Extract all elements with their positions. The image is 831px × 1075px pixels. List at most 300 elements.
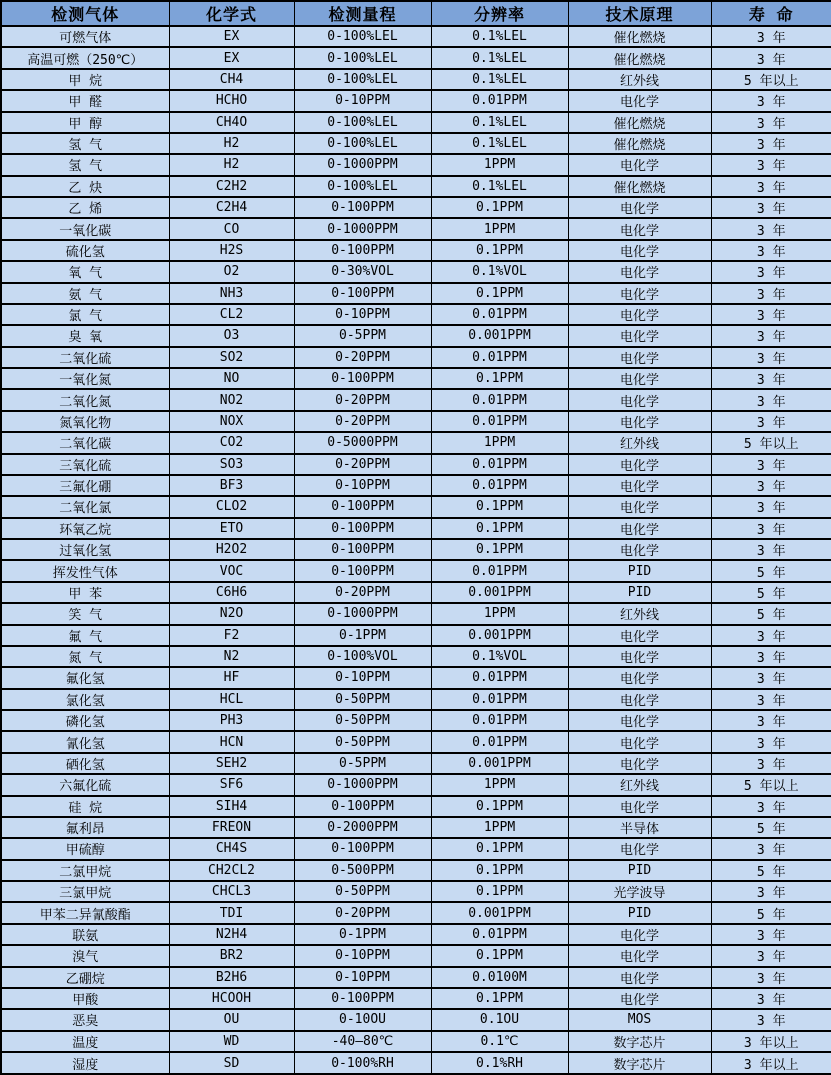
cell-lifespan: 3 年: [711, 496, 831, 517]
cell-principle: 电化学: [568, 347, 711, 368]
cell-gas: 联氨: [1, 924, 169, 945]
cell-lifespan: 3 年: [711, 475, 831, 496]
cell-range: 0-1000PPM: [294, 774, 431, 795]
cell-gas: 湿度: [1, 1052, 169, 1074]
cell-range: 0-100PPM: [294, 518, 431, 539]
cell-formula: CH4S: [169, 838, 294, 859]
cell-gas: 二氧化氮: [1, 389, 169, 410]
cell-range: 0-500PPM: [294, 860, 431, 881]
cell-principle: 电化学: [568, 689, 711, 710]
cell-resolution: 0.1PPM: [431, 945, 568, 966]
cell-lifespan: 5 年以上: [711, 432, 831, 453]
cell-formula: BF3: [169, 475, 294, 496]
cell-resolution: 0.01PPM: [431, 304, 568, 325]
cell-lifespan: 3 年: [711, 261, 831, 282]
cell-principle: 光学波导: [568, 881, 711, 902]
cell-lifespan: 3 年: [711, 924, 831, 945]
cell-gas: 三氯甲烷: [1, 881, 169, 902]
cell-principle: 电化学: [568, 154, 711, 175]
cell-formula: N2: [169, 646, 294, 667]
cell-range: 0-100%LEL: [294, 112, 431, 133]
table-row: [1, 368, 831, 389]
table-row: [1, 389, 831, 410]
header-row: [1, 1, 831, 26]
cell-principle: 电化学: [568, 646, 711, 667]
cell-resolution: 0.01PPM: [431, 475, 568, 496]
cell-resolution: 0.1OU: [431, 1009, 568, 1030]
cell-principle: 电化学: [568, 518, 711, 539]
cell-resolution: 0.1PPM: [431, 796, 568, 817]
cell-principle: 红外线: [568, 603, 711, 624]
cell-range: 0-1PPM: [294, 924, 431, 945]
cell-range: 0-100%LEL: [294, 26, 431, 47]
cell-principle: 催化燃烧: [568, 47, 711, 68]
cell-lifespan: 3 年: [711, 347, 831, 368]
cell-resolution: 0.1%VOL: [431, 646, 568, 667]
cell-resolution: 0.1%VOL: [431, 261, 568, 282]
table-row: [1, 753, 831, 774]
cell-resolution: 1PPM: [431, 218, 568, 239]
cell-formula: CO2: [169, 432, 294, 453]
cell-resolution: 1PPM: [431, 774, 568, 795]
cell-formula: EX: [169, 26, 294, 47]
cell-range: 0-5000PPM: [294, 432, 431, 453]
cell-lifespan: 3 年: [711, 539, 831, 560]
cell-gas: 氯 气: [1, 304, 169, 325]
cell-lifespan: 3 年: [711, 112, 831, 133]
cell-principle: PID: [568, 860, 711, 881]
cell-resolution: 0.01PPM: [431, 731, 568, 752]
cell-lifespan: 3 年: [711, 47, 831, 68]
cell-formula: SO3: [169, 454, 294, 475]
cell-formula: HCHO: [169, 90, 294, 111]
table-row: [1, 689, 831, 710]
cell-gas: 硅 烷: [1, 796, 169, 817]
table-row: [1, 774, 831, 795]
cell-gas: 一氧化氮: [1, 368, 169, 389]
cell-resolution: 0.01PPM: [431, 454, 568, 475]
cell-gas: 磷化氢: [1, 710, 169, 731]
cell-range: 0-100PPM: [294, 283, 431, 304]
cell-formula: CH2CL2: [169, 860, 294, 881]
table-row: [1, 625, 831, 646]
cell-range: 0-100PPM: [294, 838, 431, 859]
table-row: [1, 838, 831, 859]
cell-principle: 电化学: [568, 988, 711, 1009]
cell-resolution: 0.1%LEL: [431, 133, 568, 154]
cell-gas: 二氧化氯: [1, 496, 169, 517]
table-row: [1, 197, 831, 218]
cell-principle: 半导体: [568, 817, 711, 838]
cell-gas: 笑 气: [1, 603, 169, 624]
cell-range: 0-10PPM: [294, 304, 431, 325]
cell-resolution: 0.01PPM: [431, 389, 568, 410]
cell-formula: C6H6: [169, 582, 294, 603]
cell-gas: 乙 烯: [1, 197, 169, 218]
cell-principle: 催化燃烧: [568, 26, 711, 47]
table-row: [1, 796, 831, 817]
cell-principle: 电化学: [568, 496, 711, 517]
cell-lifespan: 3 年: [711, 218, 831, 239]
cell-formula: BR2: [169, 945, 294, 966]
cell-formula: C2H2: [169, 176, 294, 197]
table-row: [1, 646, 831, 667]
cell-gas: 三氟化硼: [1, 475, 169, 496]
cell-principle: 电化学: [568, 838, 711, 859]
cell-formula: SIH4: [169, 796, 294, 817]
cell-formula: HCOOH: [169, 988, 294, 1009]
cell-range: 0-100PPM: [294, 988, 431, 1009]
cell-resolution: 0.1PPM: [431, 518, 568, 539]
cell-lifespan: 5 年: [711, 902, 831, 923]
cell-lifespan: 3 年: [711, 454, 831, 475]
cell-range: 0-100PPM: [294, 539, 431, 560]
cell-range: 0-5PPM: [294, 753, 431, 774]
cell-range: 0-30%VOL: [294, 261, 431, 282]
cell-range: 0-20PPM: [294, 902, 431, 923]
cell-principle: 催化燃烧: [568, 133, 711, 154]
cell-formula: NOX: [169, 411, 294, 432]
cell-formula: B2H6: [169, 967, 294, 988]
cell-principle: 电化学: [568, 924, 711, 945]
cell-range: 0-10PPM: [294, 475, 431, 496]
cell-resolution: 0.1PPM: [431, 988, 568, 1009]
cell-lifespan: 3 年: [711, 988, 831, 1009]
cell-gas: 臭 氧: [1, 325, 169, 346]
table-row: [1, 560, 831, 581]
table-row: [1, 902, 831, 923]
cell-range: 0-1000PPM: [294, 218, 431, 239]
cell-formula: OU: [169, 1009, 294, 1030]
cell-principle: 电化学: [568, 625, 711, 646]
cell-resolution: 0.01PPM: [431, 924, 568, 945]
cell-gas: 甲 烷: [1, 69, 169, 90]
cell-range: 0-100%LEL: [294, 133, 431, 154]
cell-lifespan: 3 年: [711, 967, 831, 988]
cell-gas: 氟化氢: [1, 667, 169, 688]
cell-lifespan: 3 年: [711, 646, 831, 667]
column-header-range: 检测量程: [294, 1, 431, 26]
cell-range: 0-1000PPM: [294, 154, 431, 175]
cell-gas: 温度: [1, 1031, 169, 1052]
table-row: [1, 817, 831, 838]
cell-gas: 环氧乙烷: [1, 518, 169, 539]
column-header-formula: 化学式: [169, 1, 294, 26]
table-row: [1, 304, 831, 325]
table-row: [1, 945, 831, 966]
cell-range: 0-2000PPM: [294, 817, 431, 838]
cell-lifespan: 5 年以上: [711, 774, 831, 795]
table-row: [1, 432, 831, 453]
cell-lifespan: 3 年: [711, 796, 831, 817]
cell-principle: 电化学: [568, 283, 711, 304]
cell-gas: 恶臭: [1, 1009, 169, 1030]
cell-lifespan: 3 年: [711, 1009, 831, 1030]
cell-formula: CH4O: [169, 112, 294, 133]
cell-principle: 电化学: [568, 411, 711, 432]
cell-formula: CH4: [169, 69, 294, 90]
table-row: [1, 496, 831, 517]
cell-formula: HCN: [169, 731, 294, 752]
cell-gas: 甲硫醇: [1, 838, 169, 859]
cell-lifespan: 3 年: [711, 176, 831, 197]
cell-principle: 电化学: [568, 90, 711, 111]
cell-gas: 一氧化碳: [1, 218, 169, 239]
cell-formula: ETO: [169, 518, 294, 539]
cell-resolution: 0.1%LEL: [431, 176, 568, 197]
cell-resolution: 1PPM: [431, 154, 568, 175]
table-row: [1, 967, 831, 988]
cell-resolution: 0.1PPM: [431, 539, 568, 560]
cell-gas: 二氧化硫: [1, 347, 169, 368]
cell-formula: O2: [169, 261, 294, 282]
cell-principle: 电化学: [568, 197, 711, 218]
table-row: [1, 1031, 831, 1052]
cell-lifespan: 3 年: [711, 368, 831, 389]
cell-gas: 二氧化碳: [1, 432, 169, 453]
cell-resolution: 0.1℃: [431, 1031, 568, 1052]
cell-range: 0-10PPM: [294, 667, 431, 688]
table-row: [1, 26, 831, 47]
cell-range: 0-10PPM: [294, 90, 431, 111]
cell-formula: N2H4: [169, 924, 294, 945]
table-row: [1, 582, 831, 603]
cell-resolution: 0.01PPM: [431, 411, 568, 432]
cell-gas: 二氯甲烷: [1, 860, 169, 881]
table-row: [1, 325, 831, 346]
cell-lifespan: 3 年: [711, 240, 831, 261]
cell-gas: 溴气: [1, 945, 169, 966]
cell-principle: 红外线: [568, 69, 711, 90]
cell-range: 0-10PPM: [294, 967, 431, 988]
cell-formula: SO2: [169, 347, 294, 368]
cell-lifespan: 5 年: [711, 582, 831, 603]
cell-resolution: 1PPM: [431, 817, 568, 838]
table-row: [1, 218, 831, 239]
cell-resolution: 0.01PPM: [431, 90, 568, 111]
cell-lifespan: 3 年: [711, 710, 831, 731]
cell-resolution: 0.1PPM: [431, 368, 568, 389]
cell-principle: 电化学: [568, 454, 711, 475]
cell-resolution: 0.01PPM: [431, 560, 568, 581]
cell-lifespan: 3 年: [711, 753, 831, 774]
cell-range: 0-20PPM: [294, 454, 431, 475]
cell-lifespan: 3 年以上: [711, 1031, 831, 1052]
cell-principle: 红外线: [568, 774, 711, 795]
table-row: [1, 133, 831, 154]
cell-range: 0-1PPM: [294, 625, 431, 646]
table-row: [1, 69, 831, 90]
cell-gas: 高温可燃（250℃）: [1, 47, 169, 68]
cell-formula: H2: [169, 133, 294, 154]
table-row: [1, 881, 831, 902]
cell-gas: 氟 气: [1, 625, 169, 646]
column-header-principle: 技术原理: [568, 1, 711, 26]
cell-lifespan: 3 年: [711, 731, 831, 752]
cell-gas: 乙硼烷: [1, 967, 169, 988]
cell-range: 0-50PPM: [294, 881, 431, 902]
cell-range: 0-100%LEL: [294, 69, 431, 90]
table-row: [1, 1009, 831, 1030]
cell-principle: 催化燃烧: [568, 112, 711, 133]
cell-resolution: 0.1%LEL: [431, 112, 568, 133]
cell-formula: FREON: [169, 817, 294, 838]
cell-principle: 电化学: [568, 667, 711, 688]
cell-formula: HF: [169, 667, 294, 688]
cell-resolution: 0.1%LEL: [431, 47, 568, 68]
cell-range: -40—80℃: [294, 1031, 431, 1052]
cell-formula: EX: [169, 47, 294, 68]
cell-lifespan: 3 年: [711, 411, 831, 432]
column-header-gas: 检测气体: [1, 1, 169, 26]
cell-resolution: 0.001PPM: [431, 753, 568, 774]
cell-range: 0-100PPM: [294, 240, 431, 261]
cell-formula: WD: [169, 1031, 294, 1052]
cell-lifespan: 3 年: [711, 389, 831, 410]
cell-formula: SF6: [169, 774, 294, 795]
cell-resolution: 0.1PPM: [431, 838, 568, 859]
cell-principle: 电化学: [568, 945, 711, 966]
cell-lifespan: 3 年: [711, 197, 831, 218]
cell-lifespan: 5 年以上: [711, 69, 831, 90]
cell-lifespan: 3 年: [711, 90, 831, 111]
cell-lifespan: 3 年以上: [711, 1052, 831, 1074]
cell-resolution: 0.1PPM: [431, 881, 568, 902]
cell-formula: O3: [169, 325, 294, 346]
cell-gas: 三氧化硫: [1, 454, 169, 475]
cell-formula: H2O2: [169, 539, 294, 560]
table-row: [1, 539, 831, 560]
cell-range: 0-100PPM: [294, 496, 431, 517]
cell-gas: 六氟化硫: [1, 774, 169, 795]
cell-gas: 甲苯二异氰酸酯: [1, 902, 169, 923]
cell-range: 0-50PPM: [294, 689, 431, 710]
cell-principle: 电化学: [568, 967, 711, 988]
cell-formula: C2H4: [169, 197, 294, 218]
cell-lifespan: 3 年: [711, 133, 831, 154]
cell-lifespan: 3 年: [711, 689, 831, 710]
cell-lifespan: 3 年: [711, 945, 831, 966]
cell-formula: NH3: [169, 283, 294, 304]
cell-resolution: 0.01PPM: [431, 667, 568, 688]
cell-range: 0-5PPM: [294, 325, 431, 346]
table-row: [1, 154, 831, 175]
cell-range: 0-100%RH: [294, 1052, 431, 1074]
table-row: [1, 176, 831, 197]
cell-resolution: 0.0100M: [431, 967, 568, 988]
cell-lifespan: 5 年: [711, 603, 831, 624]
table-row: [1, 710, 831, 731]
cell-resolution: 0.1PPM: [431, 283, 568, 304]
cell-range: 0-10PPM: [294, 945, 431, 966]
cell-gas: 氨 气: [1, 283, 169, 304]
cell-formula: VOC: [169, 560, 294, 581]
cell-lifespan: 3 年: [711, 838, 831, 859]
cell-formula: HCL: [169, 689, 294, 710]
cell-principle: 电化学: [568, 325, 711, 346]
cell-range: 0-100%LEL: [294, 47, 431, 68]
table-row: [1, 261, 831, 282]
cell-lifespan: 3 年: [711, 154, 831, 175]
cell-resolution: 0.001PPM: [431, 325, 568, 346]
cell-gas: 氧 气: [1, 261, 169, 282]
table-row: [1, 667, 831, 688]
column-header-resolution: 分辨率: [431, 1, 568, 26]
cell-resolution: 0.1PPM: [431, 197, 568, 218]
cell-gas: 氟利昂: [1, 817, 169, 838]
cell-formula: CHCL3: [169, 881, 294, 902]
cell-principle: 电化学: [568, 389, 711, 410]
cell-range: 0-20PPM: [294, 389, 431, 410]
cell-principle: 电化学: [568, 304, 711, 325]
cell-formula: F2: [169, 625, 294, 646]
cell-principle: PID: [568, 560, 711, 581]
cell-range: 0-20PPM: [294, 347, 431, 368]
cell-lifespan: 3 年: [711, 26, 831, 47]
cell-principle: MOS: [568, 1009, 711, 1030]
cell-gas: 氢 气: [1, 154, 169, 175]
cell-gas: 氢 气: [1, 133, 169, 154]
table-row: [1, 603, 831, 624]
cell-formula: CL2: [169, 304, 294, 325]
table-row: [1, 860, 831, 881]
cell-formula: PH3: [169, 710, 294, 731]
cell-gas: 乙 炔: [1, 176, 169, 197]
table-row: [1, 347, 831, 368]
cell-gas: 挥发性气体: [1, 560, 169, 581]
table-header: [1, 1, 831, 26]
cell-formula: H2: [169, 154, 294, 175]
cell-resolution: 0.1%LEL: [431, 26, 568, 47]
cell-principle: PID: [568, 902, 711, 923]
cell-lifespan: 5 年: [711, 860, 831, 881]
cell-range: 0-100PPM: [294, 796, 431, 817]
cell-lifespan: 3 年: [711, 881, 831, 902]
cell-lifespan: 3 年: [711, 625, 831, 646]
table-row: [1, 283, 831, 304]
cell-range: 0-100PPM: [294, 560, 431, 581]
cell-range: 0-1000PPM: [294, 603, 431, 624]
table-body: [1, 26, 831, 1074]
cell-formula: CLO2: [169, 496, 294, 517]
cell-resolution: 0.1%LEL: [431, 69, 568, 90]
cell-formula: TDI: [169, 902, 294, 923]
cell-principle: 电化学: [568, 796, 711, 817]
cell-resolution: 0.01PPM: [431, 710, 568, 731]
cell-principle: 数字芯片: [568, 1052, 711, 1074]
cell-lifespan: 3 年: [711, 283, 831, 304]
cell-formula: H2S: [169, 240, 294, 261]
cell-resolution: 0.01PPM: [431, 689, 568, 710]
cell-range: 0-100PPM: [294, 197, 431, 218]
cell-principle: 电化学: [568, 475, 711, 496]
cell-lifespan: 5 年: [711, 817, 831, 838]
cell-formula: SEH2: [169, 753, 294, 774]
cell-formula: SD: [169, 1052, 294, 1074]
table-row: [1, 240, 831, 261]
cell-resolution: 1PPM: [431, 603, 568, 624]
cell-formula: N2O: [169, 603, 294, 624]
cell-gas: 硫化氢: [1, 240, 169, 261]
cell-principle: 电化学: [568, 218, 711, 239]
cell-resolution: 0.001PPM: [431, 625, 568, 646]
cell-gas: 硒化氢: [1, 753, 169, 774]
cell-formula: CO: [169, 218, 294, 239]
cell-principle: 电化学: [568, 731, 711, 752]
cell-principle: 电化学: [568, 539, 711, 560]
cell-principle: 电化学: [568, 753, 711, 774]
cell-principle: PID: [568, 582, 711, 603]
